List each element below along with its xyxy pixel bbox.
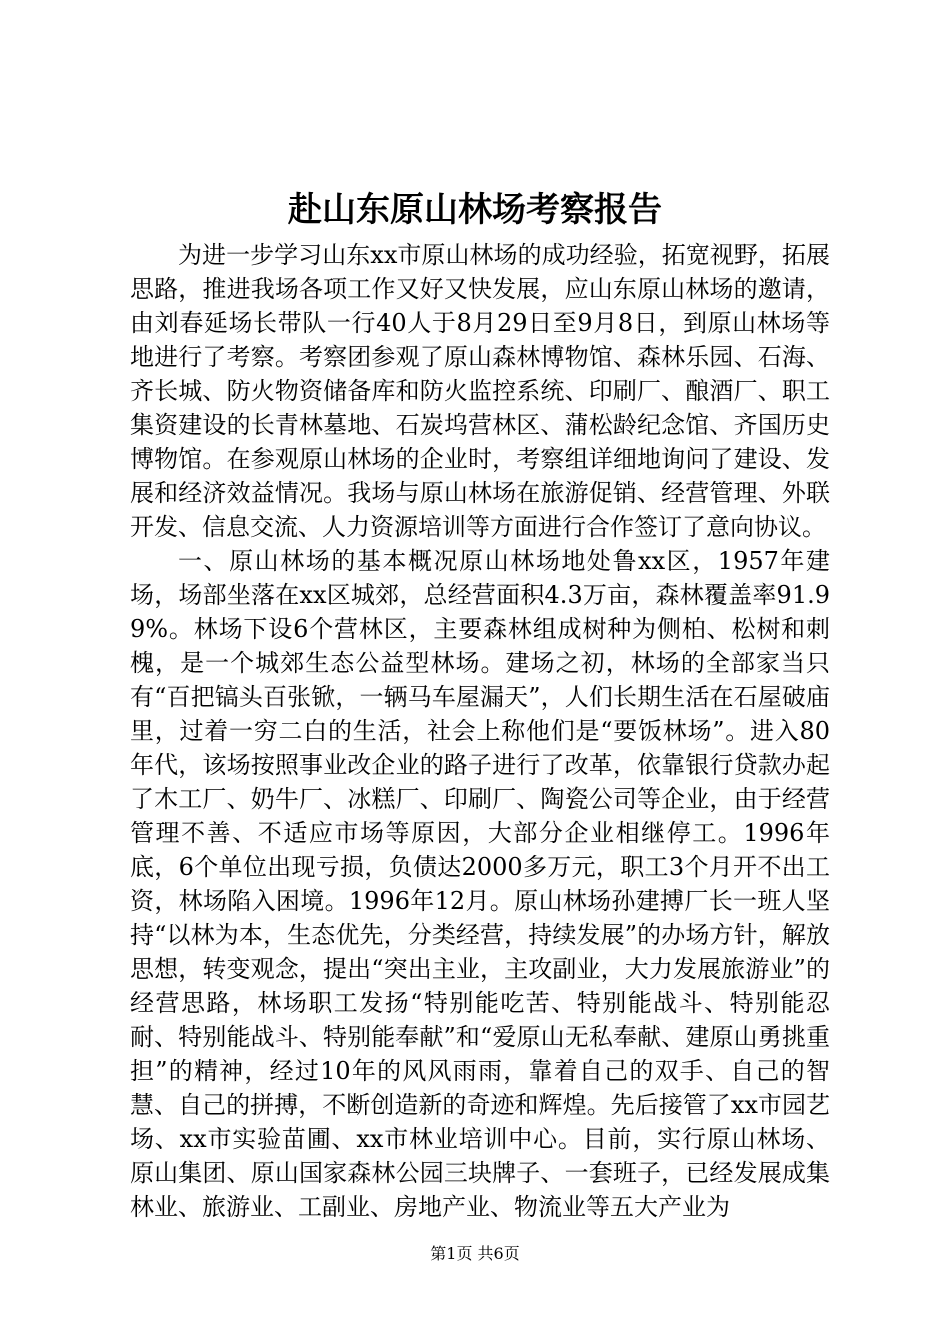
document-title: 赴山东原山林场考察报告 [288,190,662,230]
document-body [130,238,830,1224]
paragraph-intro: 为进一步学习山东xx市原山林场的成功经验，拓宽视野，拓展思路，推进我场各项工作又好又快发展，应山东原山林场的邀请，由刘春延场长带队一行40人于8月29日至9月8日，到原山林场等地进行了考察。考察团参观了原山森林博物馆、森林乐园、石海、齐长城、防火物资储备库和防火监控系统、印刷厂、酿酒厂、职工集资建设的长青林墓地、石炭坞营林区、蒲松龄纪念馆、齐国历史博物馆。在参观原山林场的企业时，考察组详细地询问了建设、发展和经济效益情况。我场与原山林场在旅游促销、经营管理、外联开发、信息交流、人力资源培训等方面进行合作签订了意向协议。 [130,241,830,541]
paragraph-section-1: 一、原山林场的基本概况原山林场地处鲁xx区，1957年建场，场部坐落在xx区城郊，总经营面积4.3万亩，森林覆盖率91.99%。林场下设6个营林区，主要森林组成树种为侧柏、松树和刺槐，是一个城郊生态公益型林场。建场之初，林场的全部家当只有“百把镐头百张锨，一辆马车屋漏天”，人们长期生活在石屋破庙里，过着一穷二白的生活，社会上称他们是“要饭林场”。进入80年代，该场按照事业改企业的路子进行了改革，依靠银行贷款办起了木工厂、奶牛厂、冰糕厂、印刷厂、陶瓷公司等企业，由于经营管理不善、不适应市场等原因，大部分企业相继停工。1996年底，6个单位出现亏损，负债达2000多万元，职工3个月开不出工资，林场陷入困境。1996年12月。原山林场孙建搏厂长一班人坚持“以林为本，生态优先，分类经营，持续发展”的办场方针，解放思想，转变观念，提出“突出主业，主攻副业，大力发展旅游业”的经营思路，林场职工发扬“特别能吃苦、特别能战斗、特别能忍耐、特别能战斗、特别能奉献”和“爱原山无私奉献、建原山勇挑重担”的精神，经过10年的风风雨雨，靠着自己的双手、自己的智慧、自己的拼搏，不断创造新的奇迹和辉煌。先后接管了xx市园艺场、xx市实验苗圃、xx市林业培训中心。目前，实行原山林场、原山集团、原山国家森林公园三块牌子、一套班子，已经发展成集林业、旅游业、工副业、房地产业、物流业等五大产业为 [130,547,830,1221]
page-number-footer: 第1页 共6页 [430,1244,520,1263]
